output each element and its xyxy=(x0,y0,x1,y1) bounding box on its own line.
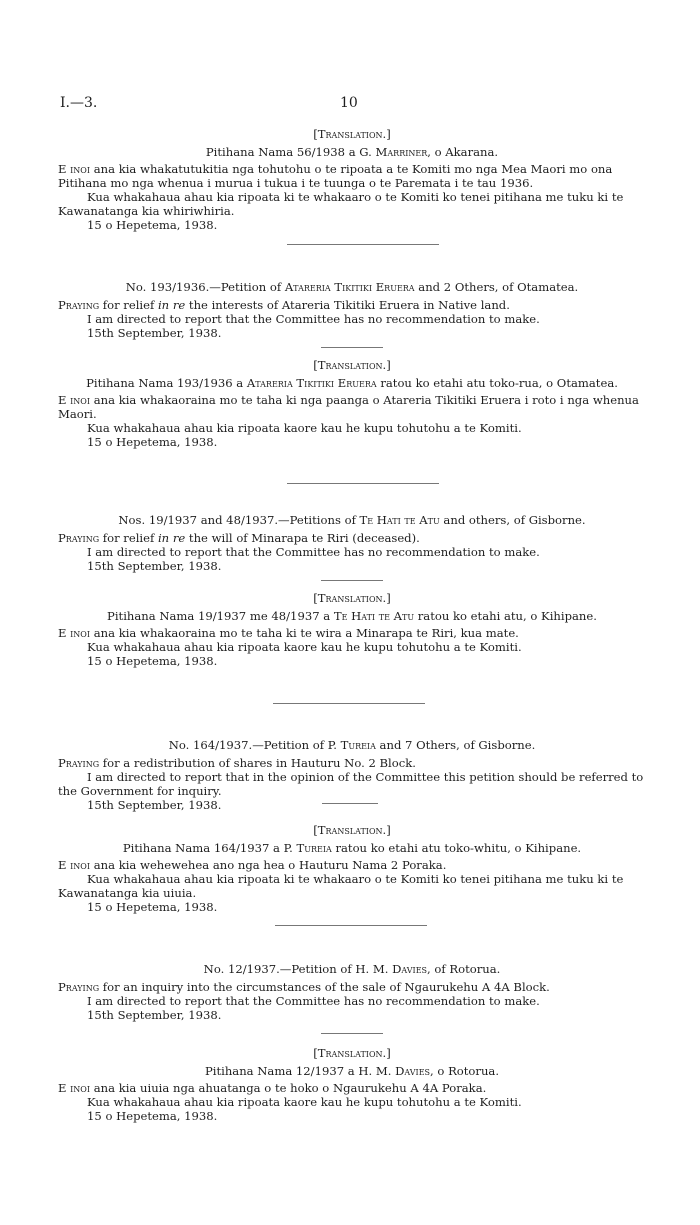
petitioner-name: Atareria Tikitiki Eruera xyxy=(246,376,377,390)
translation-body: E inoi ana kia whakaoraina mo te taha ki nga paanga o Atareria Tikitiki Eruera i roto i nga whenua Maori. xyxy=(58,393,639,421)
report-date: 15th September, 1938. xyxy=(87,326,222,340)
short-divider xyxy=(321,1033,383,1034)
petition-193-1936 xyxy=(58,280,646,449)
petitioner-name: Atareria Tikitiki Eruera xyxy=(284,280,415,294)
petitioner-name: Davies xyxy=(395,1064,431,1078)
translation-direction: Kua whakahaua ahau kia ripoata kaore kau he kupu tohutohu a te Komiti. xyxy=(87,1095,522,1109)
petitioner-name: Davies xyxy=(392,962,428,976)
committee-direction: I am directed to report that the Committee has no recommendation to make. xyxy=(87,994,540,1008)
petition-title: Nos. 19/1937 and 48/1937.—Petitions of Te Hati te Atu and others, of Gisborne. xyxy=(118,513,586,527)
petition-164-1937 xyxy=(58,738,646,914)
petition-12-1937 xyxy=(58,962,646,1123)
page-reference: I.—3. xyxy=(60,95,98,111)
translation-title: Pitihana Nama 164/1937 a P. Tureia ratou ko etahi atu toko-whitu, o Kihipane. xyxy=(122,841,582,855)
translation-date: 15 o Hepetema, 1938. xyxy=(87,900,218,914)
committee-direction: I am directed to report that in the opinion of the Committee this petition should be referred to the Government for inquiry. xyxy=(58,770,644,798)
short-divider xyxy=(321,580,383,581)
section-divider xyxy=(287,244,439,245)
translation-label: [Translation.] xyxy=(313,127,391,141)
petition-body: Praying for relief in re the interests of Atareria Tikitiki Eruera in Native land. xyxy=(58,298,510,312)
translation-title: Pitihana Nama 56/1938 a G. Marriner, o Akarana. xyxy=(205,145,499,159)
report-date: 15 o Hepetema, 1938. xyxy=(87,218,218,232)
section-divider xyxy=(275,925,427,926)
petitioner-name: Tureia xyxy=(340,738,376,752)
translation-date: 15 o Hepetema, 1938. xyxy=(87,1109,218,1123)
committee-direction: I am directed to report that the Committee has no recommendation to make. xyxy=(87,312,540,326)
translation-title: Pitihana Nama 12/1937 a H. M. Davies, o Rotorua. xyxy=(204,1064,500,1078)
translation-direction: Kua whakahaua ahau kia ripoata kaore kau he kupu tohutohu a te Komiti. xyxy=(87,640,522,654)
committee-direction: I am directed to report that the Committee has no recommendation to make. xyxy=(87,545,540,559)
section-divider xyxy=(287,483,439,484)
translation-body: E inoi ana kia whakaoraina mo te taha ki te wira a Minarapa te Riri, kua mate. xyxy=(58,626,519,640)
translation-label: [Translation.] xyxy=(313,358,391,372)
page-header xyxy=(0,96,700,114)
translation-title: Pitihana Nama 19/1937 me 48/1937 a Te Hati te Atu ratou ko etahi atu, o Kihipane. xyxy=(107,609,597,623)
petition-title: No. 164/1937.—Petition of P. Tureia and 7 Others, of Gisborne. xyxy=(168,738,536,752)
short-divider xyxy=(322,803,378,804)
petition-body: E inoi ana kia whakatutukitia nga tohutohu o te ripoata a te Komiti mo nga Mea Maori mo ona Pitihana mo nga whenua i murua i tukua i te tuunga o te Paremata i te tau 1936. xyxy=(58,162,613,190)
short-divider xyxy=(321,347,383,348)
section-divider xyxy=(273,703,425,704)
report-date: 15th September, 1938. xyxy=(87,1008,222,1022)
translation-date: 15 o Hepetema, 1938. xyxy=(87,654,218,668)
translation-body: E inoi ana kia uiuia nga ahuatanga o te hoko o Ngaurukehu A 4A Poraka. xyxy=(58,1081,487,1095)
report-date: 15th September, 1938. xyxy=(87,798,222,812)
page-number: 10 xyxy=(340,95,358,111)
translation-direction: Kua whakahaua ahau kia ripoata kaore kau he kupu tohutohu a te Komiti. xyxy=(87,421,522,435)
petition-19-48-1937 xyxy=(58,513,646,668)
translation-title: Pitihana Nama 193/1936 a Atareria Tikitiki Eruera ratou ko etahi atu toko-rua, o Otamatea. xyxy=(86,376,618,390)
translation-direction: Kua whakahaua ahau kia ripoata ki te whakaaro o te Komiti ko tenei pitihana me tuku ki te Kawanatanga kia uiuia. xyxy=(58,872,624,900)
petitioner-name: Marriner xyxy=(375,145,428,159)
petition-title: No. 193/1936.—Petition of Atareria Tikitiki Eruera and 2 Others, of Otamatea. xyxy=(125,280,579,294)
committee-direction: Kua whakahaua ahau kia ripoata ki te whakaaro o te Komiti ko tenei pitihana me tuku ki te Kawanatanga kia whiriwhiria. xyxy=(58,190,624,218)
translation-date: 15 o Hepetema, 1938. xyxy=(87,435,218,449)
translation-label: [Translation.] xyxy=(313,823,391,837)
report-date: 15th September, 1938. xyxy=(87,559,222,573)
petition-body: Praying for relief in re the will of Minarapa te Riri (deceased). xyxy=(58,531,420,545)
petition-body: Praying for a redistribution of shares in Hauturu No. 2 Block. xyxy=(58,756,416,770)
petitioner-name: Te Hati te Atu xyxy=(333,609,415,623)
petition-56-1938-translation xyxy=(58,127,646,232)
translation-label: [Translation.] xyxy=(313,591,391,605)
petition-body: Praying for an inquiry into the circumstances of the sale of Ngaurukehu A 4A Block. xyxy=(58,980,550,994)
translation-body: E inoi ana kia wehewehea ano nga hea o Hauturu Nama 2 Poraka. xyxy=(58,858,447,872)
petitioner-name: Te Hati te Atu xyxy=(359,513,440,527)
translation-label: [Translation.] xyxy=(313,1046,391,1060)
petition-title: No. 12/1937.—Petition of H. M. Davies, of Rotorua. xyxy=(203,962,501,976)
petitioner-name: Tureia xyxy=(296,841,332,855)
